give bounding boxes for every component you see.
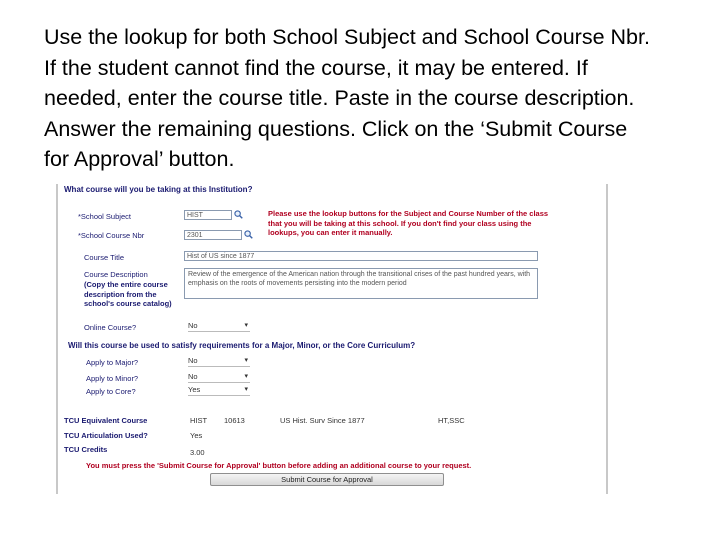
course-title-field[interactable]: Hist of US since 1877 [184, 251, 538, 261]
school-course-nbr-field[interactable]: 2301 [184, 230, 242, 240]
apply-minor-label: Apply to Minor? [86, 374, 139, 383]
magnifier-icon[interactable] [234, 210, 243, 219]
apply-major-select[interactable] [188, 356, 250, 367]
tcu-equivalent-label: TCU Equivalent Course [64, 416, 148, 425]
submit-course-for-approval-button[interactable]: Submit Course for Approval [210, 473, 444, 486]
online-course-label: Online Course? [84, 323, 137, 332]
apply-core-select[interactable] [188, 385, 250, 396]
tcu-credits-label: TCU Credits [64, 445, 108, 454]
online-course-value: No [188, 321, 198, 330]
course-request-form-screenshot [56, 184, 608, 494]
apply-minor-select[interactable] [188, 372, 250, 383]
tcu-equivalent-title: US Hist. Surv Since 1877 [280, 416, 365, 425]
chevron-down-icon: ▾ [244, 386, 248, 393]
course-title-label: Course Title [84, 253, 125, 262]
school-course-nbr-label: *School Course Nbr [78, 231, 145, 240]
tcu-equivalent-category: HT,SSC [438, 416, 465, 425]
chevron-down-icon: ▾ [244, 322, 248, 329]
course-description-textarea[interactable]: Review of the emergence of the American nation through the transitional crises of the past hundred years, with emphasis on the roots of movements persisting into the modern period [184, 268, 538, 299]
question-course: What course will you be taking at this Institution? [64, 185, 253, 194]
school-subject-field[interactable]: HIST [184, 210, 232, 220]
apply-major-value: No [188, 356, 198, 365]
chevron-down-icon: ▾ [244, 357, 248, 364]
school-subject-label: *School Subject [78, 212, 131, 221]
tcu-articulation-value: Yes [190, 431, 203, 440]
tcu-equivalent-subject: HIST [190, 416, 208, 425]
instruction-line: Use the lookup for both School Subject and School Course Nbr. [44, 25, 650, 49]
apply-core-value: Yes [188, 385, 201, 394]
instruction-line: If the student cannot find the course, it may be entered. If [44, 55, 588, 80]
chevron-down-icon: ▾ [244, 373, 248, 380]
apply-major-label: Apply to Major? [86, 358, 139, 367]
tcu-equivalent-number: 10613 [224, 416, 245, 425]
apply-core-label: Apply to Core? [86, 387, 136, 396]
instruction-line: Answer the remaining questions. Click on the ‘Submit Course [44, 116, 628, 141]
question-requirements: Will this course be used to satisfy requirements for a Major, Minor, or the Core Curriculum? [68, 341, 416, 350]
submit-warning: You must press the 'Submit Course for Approval' button before adding an additional course to your request. [86, 461, 472, 470]
lookup-note: Please use the lookup buttons for the Subject and Course Number of the class that you will be taking at this school. If you don't find your class using the lookups, you can enter it manually. [268, 209, 549, 237]
apply-minor-value: No [188, 372, 198, 381]
tcu-credits-value: 3.00 [190, 448, 205, 457]
instruction-line: for Approval’ button. [44, 147, 235, 171]
magnifier-icon[interactable] [244, 230, 253, 239]
instructions-text [44, 22, 704, 175]
tcu-articulation-label: TCU Articulation Used? [64, 431, 148, 440]
instruction-line: needed, enter the course title. Paste in the course description. [44, 86, 635, 110]
course-description-label: Course Description [84, 270, 148, 279]
online-course-select[interactable] [188, 321, 250, 332]
course-description-hint: (Copy the entire course description from the school's course catalog) [84, 280, 172, 308]
